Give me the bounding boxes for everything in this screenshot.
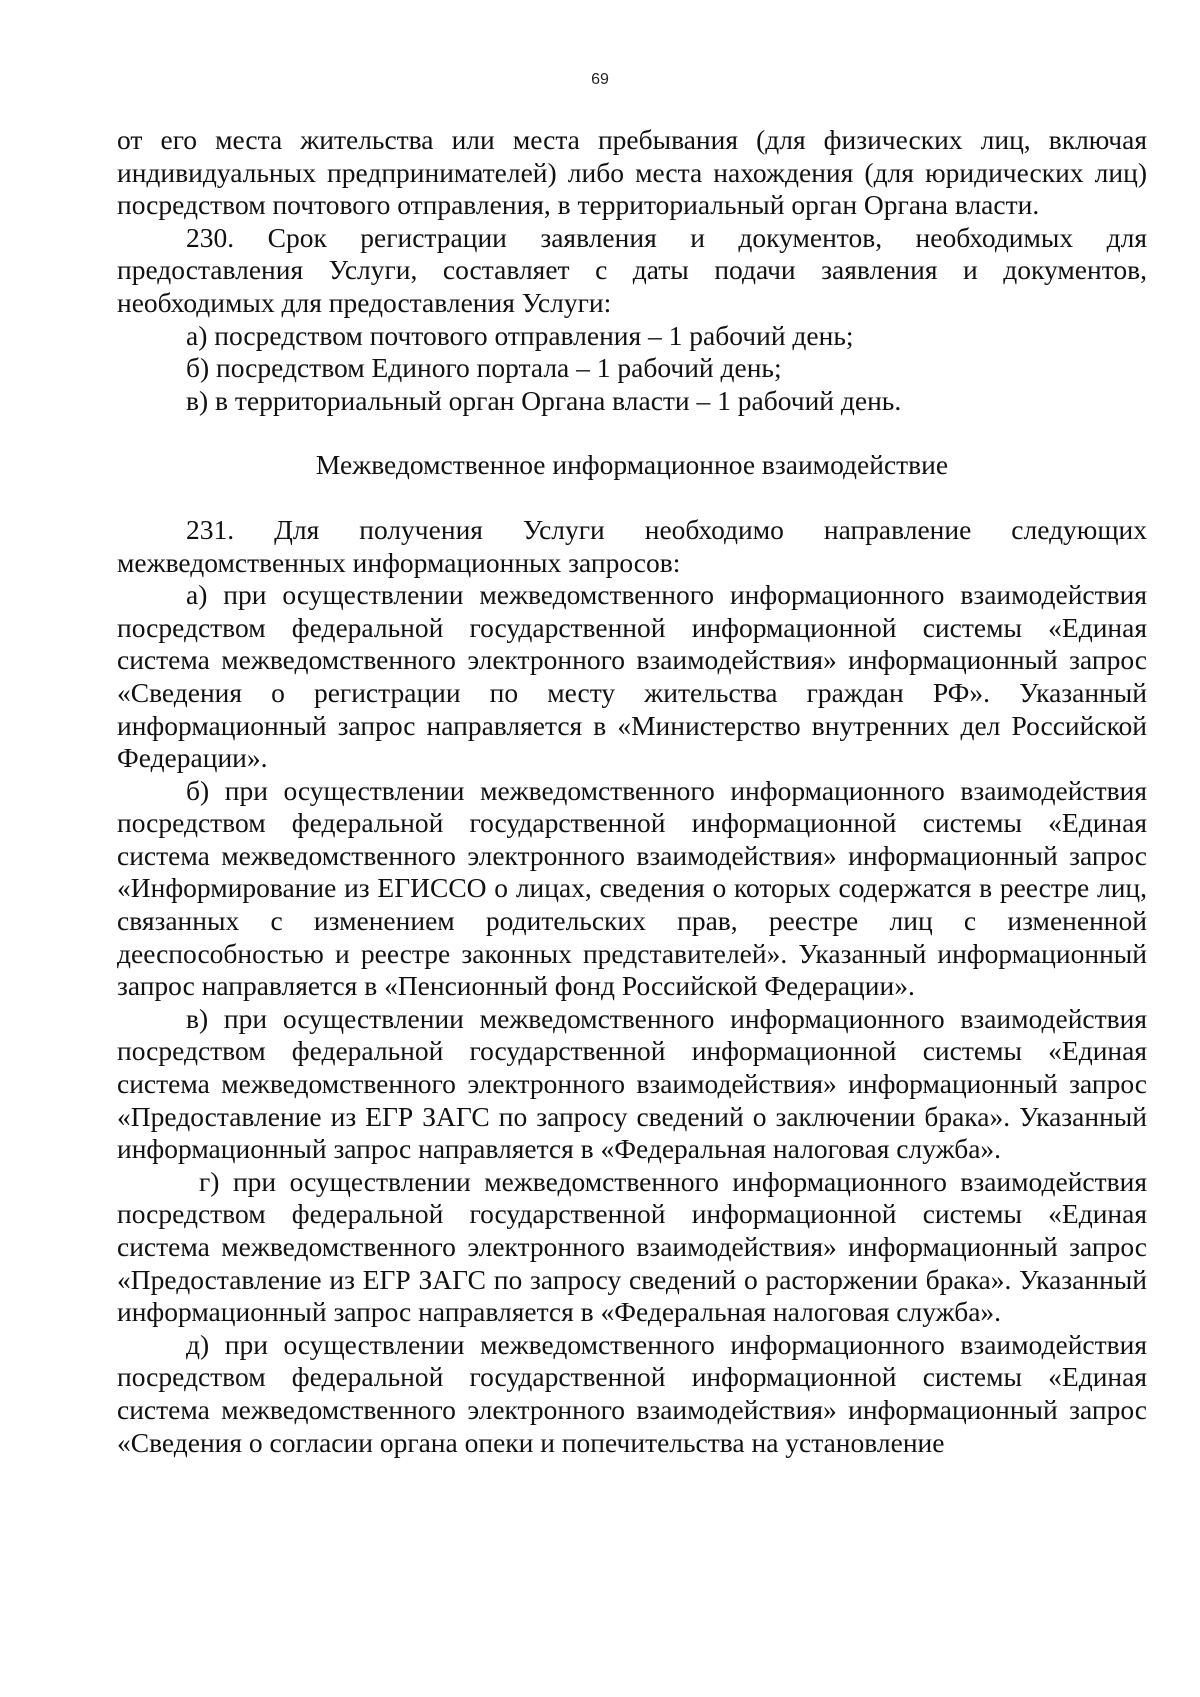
section-heading: Межведомственное информационное взаимодействие <box>315 449 949 481</box>
document-body <box>117 124 1147 1459</box>
page-number: 69 <box>591 71 609 88</box>
list-item-c: в) в территориальный орган Органа власти – 1 рабочий день. <box>186 384 902 416</box>
paragraph-231: 231. Для получения Услуги необходимо направление следующих межведомственных информационных запросов: <box>117 513 1147 578</box>
request-item-d: г) при осуществлении межведомственного информационного взаимодействия посредством федеральной государственной информационной системы «Единая система межведомственного электронного взаимодействия» информационный запрос «Предоставление из ЕГР ЗАГС по запросу сведений о расторжении брака». Указанный информационный запрос направляется в «Федеральная налоговая служба». <box>117 1165 1147 1328</box>
request-item-a: а) при осуществлении межведомственного информационного взаимодействия посредством федеральной государственной информационной системы «Единая система межведомственного электронного взаимодействия» информационный запрос «Сведения о регистрации по месту жительства граждан РФ». Указанный информационный запрос направляется в «Министерство внутренних дел Российской Федерации». <box>117 579 1147 774</box>
list-item-b: б) посредством Единого портала – 1 рабочий день; <box>186 352 782 384</box>
request-item-b: б) при осуществлении межведомственного информационного взаимодействия посредством федеральной государственной информационной системы «Единая система межведомственного электронного взаимодействия» информационный запрос «Информирование из ЕГИССО о лицах, сведения о которых содержатся в реестре лиц, связанных с изменением родительских прав, реестре лиц с измененной дееспособностью и реестре законных представителей». Указанный информационный запрос направляется в «Пенсионный фонд Российской Федерации». <box>117 774 1147 1002</box>
request-item-c: в) при осуществлении межведомственного информационного взаимодействия посредством федеральной государственной информационной системы «Единая система межведомственного электронного взаимодействия» информационный запрос «Предоставление из ЕГР ЗАГС по запросу сведений о заключении брака». Указанный информационный запрос направляется в «Федеральная налоговая служба». <box>117 1002 1147 1165</box>
paragraph-continuation: от его места жительства или места пребывания (для физических лиц, включая индивидуальных предпринимателей) либо места нахождения (для юридических лиц) посредством почтового отправления, в территориальный орган Органа власти. <box>117 124 1147 221</box>
paragraph-230: 230. Срок регистрации заявления и документов, необходимых для предоставления Услуги, составляет с даты подачи заявления и документов, необходимых для предоставления Услуги: <box>117 221 1147 318</box>
request-item-e: д) при осуществлении межведомственного информационного взаимодействия посредством федеральной государственной информационной системы «Единая система межведомственного электронного взаимодействия» информационный запрос «Сведения о согласии органа опеки и попечительства на установление <box>117 1328 1147 1458</box>
list-item-a: а) посредством почтового отправления – 1 рабочий день; <box>186 319 854 351</box>
